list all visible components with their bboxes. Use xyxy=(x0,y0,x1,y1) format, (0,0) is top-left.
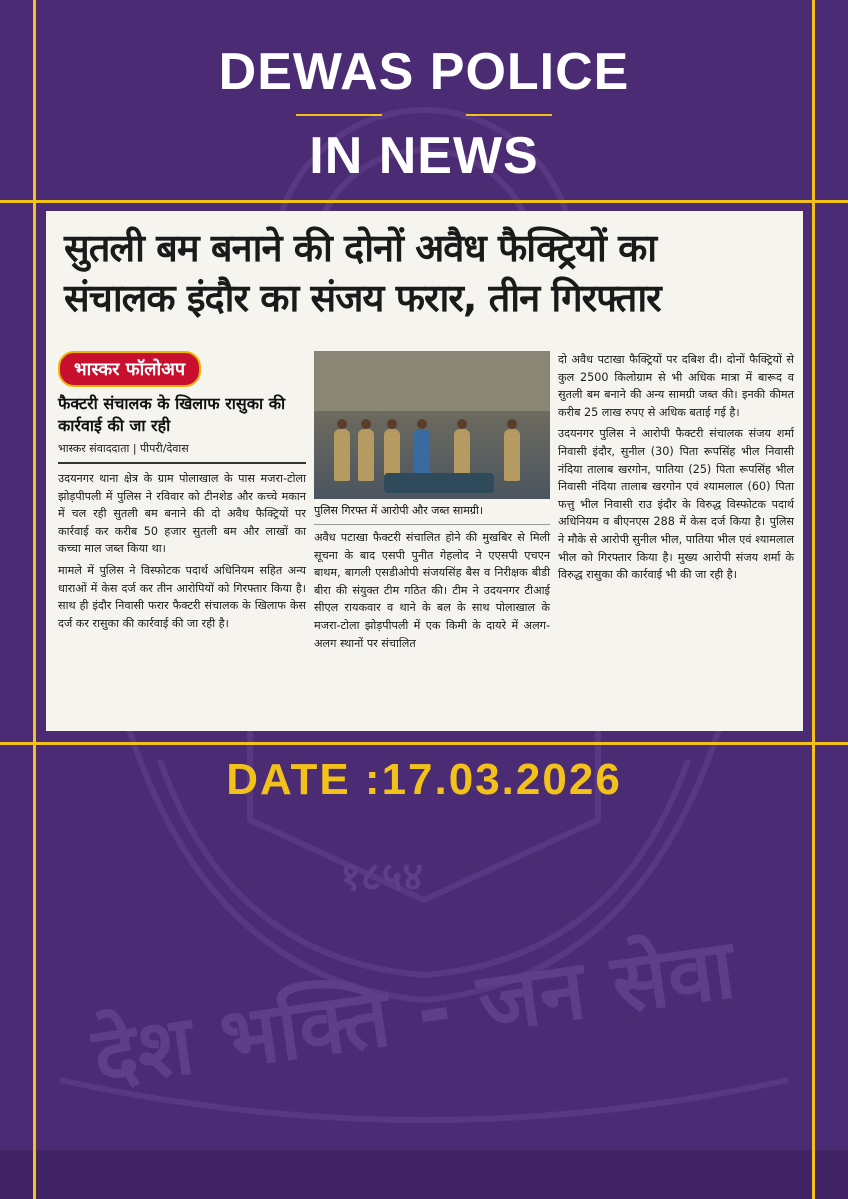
article-columns xyxy=(58,351,794,721)
emblem-year: १८५४ xyxy=(340,854,424,900)
column3-paragraph2: उदयनगर पुलिस ने आरोपी फैक्टरी संचालक संजय शर्मा निवासी इंदौर, सुनील (30) पिता रूपसिंह भील निवासी नंदिया तालाब खरगोन, पातिया (25) पिता रूपसिंह भील निवासी नंदिया तालाब खरगोन एवं श्यामलाल (60) पिता फत्तु भील निवासी राउ इंदौर के विरुद्ध विस्फोटक पदार्थ अधिनियम व बीएनएस 288 में केस दर्ज किया है। पुलिस ने मौके से आरोपी सुनील भील, पातिया भील एवं श्यामलाल भील को गिरफ्तार किया है। मुख्य आरोपी संजय शर्मा के विरुद्ध रासुका की कार्रवाई भी की जा रही है। xyxy=(558,427,794,582)
photo-caption: पुलिस गिरफ्त में आरोपी और जब्त सामग्री। xyxy=(314,504,484,517)
headline-line2: संचालक इंदौर का संजय फरार, तीन गिरफ्तार xyxy=(64,276,661,320)
headline-line1: सुतली बम बनाने की दोनों अवैध फैक्ट्रियों का xyxy=(64,226,657,270)
column2-paragraph1: अवैध पटाखा फैक्टरी संचालित होने की मुखबिर से मिली सूचना के बाद एसपी पुनीत गेहलोद ने एएसपी एचएन बाथम, बागली एसडीओपी संजयसिंह बैस व निरीक्षक बीडी बीरा की संयुक्त टीम गठित की। टीम ने उदयनगर टीआई सीएल रायकवार व थाने के बल के साथ पोलाखाल के मजरा-टोला झोड़पीपली में एक किमी के दायरे में अलग-अलग स्थानों पर संचालित xyxy=(314,524,550,652)
column3-paragraph1: दो अवैध पटाखा फैक्ट्रियों पर दबिश दी। दोनों फैक्ट्रियों से कुल 2500 किलोग्राम से भी अधिक मात्रा में बारूद व सुतली बम बनाने की अन्य सामग्री जब्त की। इनकी कीमत करीब 25 लाख रुपए से अधिक बताई गई है। xyxy=(558,353,794,419)
photo-figure xyxy=(358,429,374,481)
page-title: DEWAS POLICE xyxy=(218,43,630,101)
byline: भास्कर संवाददाता | पीपरी/देवास xyxy=(58,441,306,464)
emblem-motto: देश भक्ति - जन सेवा xyxy=(87,921,741,1106)
followup-badge: भास्कर फॉलोअप xyxy=(58,351,201,387)
photo-figure xyxy=(334,429,350,481)
bottom-band xyxy=(0,1150,848,1199)
article-column-1 xyxy=(58,351,306,721)
title-divider-right xyxy=(466,114,552,116)
photo-wall xyxy=(314,351,550,411)
article-column-3 xyxy=(558,351,794,721)
photo-seized-material xyxy=(384,473,494,493)
frame-line-top xyxy=(0,200,848,203)
news-clipping xyxy=(46,211,803,731)
page-subtitle: IN NEWS xyxy=(309,127,539,185)
title-divider-left xyxy=(296,114,382,116)
column1-paragraph1: उदयनगर थाना क्षेत्र के ग्राम पोलाखाल के पास मजरा-टोला झोड़पीपली में पुलिस ने रविवार को टीनशेड और कच्चे मकान में चल रही सुतली बम बनाने की दो अवैध फैक्ट्रियों पर कार्रवाई कर करीब 50 हजार सुतली बम और लाखों का कच्चा माल जब्त किया था। xyxy=(58,472,306,556)
article-column-2 xyxy=(314,351,550,721)
news-photo xyxy=(314,351,550,499)
frame-line-bottom xyxy=(0,742,848,745)
photo-figure xyxy=(504,429,520,481)
subheadline: फैक्टरी संचालक के खिलाफ रासुका की कार्रवाई की जा रही xyxy=(58,394,286,435)
column1-paragraph2: मामले में पुलिस ने विस्फोटक पदार्थ अधिनियम सहित अन्य धाराओं में केस दर्ज कर तीन आरोपियों को गिरफ्तार किया है। साथ ही इंदौर निवासी फरार फैक्टरी संचालक के खिलाफ केस दर्ज कर रासुका की कार्रवाई की जा रही है। xyxy=(58,563,306,630)
date-label: DATE :17.03.2026 xyxy=(226,755,622,804)
